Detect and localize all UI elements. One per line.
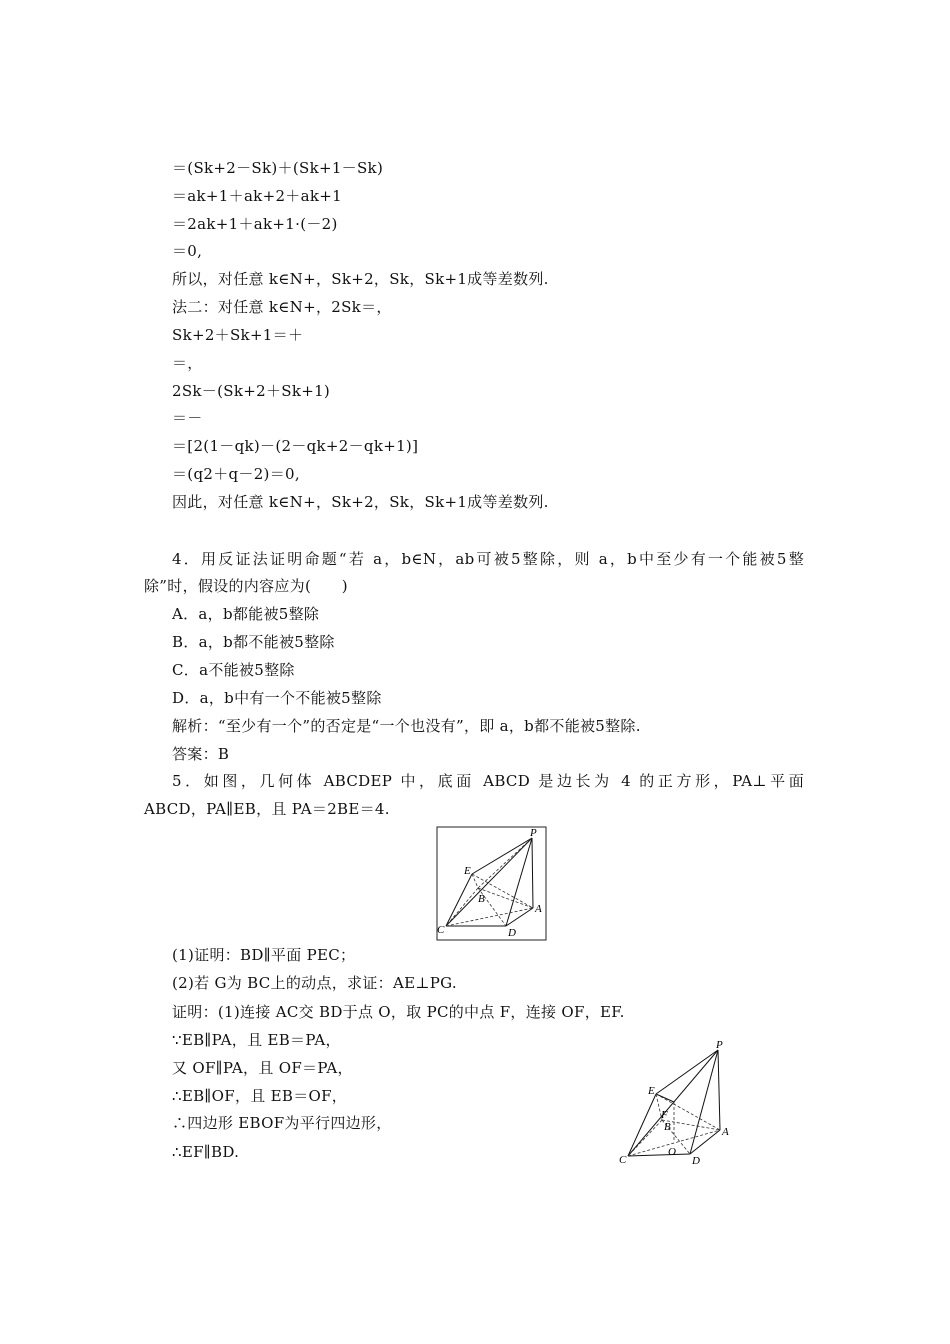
q5-proof-line-5: ∴四边形 EBOF为平行四边形，: [172, 1114, 392, 1132]
solution-line-13: 因此，对任意 k∈N+，Sk+2，Sk，Sk+1成等差数列.: [172, 493, 549, 511]
q4-option-b: B．a，b都不能被5整除: [172, 633, 335, 651]
q4-stem-line-1: 4．用反证法证明命题“若 a，b∈N，ab可被5整除，则 a，b中至少有一个能被5整: [172, 550, 804, 568]
solution-line-3: ＝2ak+1＋ak+1·(－2): [172, 215, 338, 233]
fig1-label-d: D: [508, 927, 516, 939]
q5-stem-line-2: ABCD，PA∥EB，且 PA＝2BE＝4.: [144, 800, 390, 818]
solution-line-10: ＝－: [172, 409, 203, 427]
fig2-label-d: D: [692, 1155, 700, 1167]
solution-line-11: ＝[2(1－qk)－(2－qk+2－qk+1)]: [172, 437, 419, 455]
fig2-label-e: E: [648, 1085, 655, 1097]
q5-part-1: (1)证明：BD∥平面 PEC；: [172, 946, 356, 964]
fig1-label-c: C: [437, 924, 445, 936]
fig2-label-f: F: [661, 1109, 668, 1121]
solution-line-1: ＝(Sk+2－Sk)＋(Sk+1－Sk): [172, 159, 384, 177]
q5-proof-line-1: 证明：(1)连接 AC交 BD于点 O，取 PC的中点 F，连接 OF，EF.: [172, 1003, 625, 1021]
solution-line-6: 法二：对任意 k∈N+，2Sk＝，: [172, 298, 392, 316]
q5-stem-line-1: 5．如图，几何体 ABCDEP 中，底面 ABCD 是边长为 4 的正方形，PA⊥平面: [172, 772, 804, 790]
q5-part-2: (2)若 G为 BC上的动点，求证：AE⊥PG.: [172, 974, 457, 992]
fig2-label-o: O: [668, 1146, 676, 1158]
figure-1-solid: [436, 826, 548, 942]
q4-option-d: D．a，b中有一个不能被5整除: [172, 689, 382, 707]
q4-option-c: C．a不能被5整除: [172, 661, 295, 679]
fig2-label-p: P: [716, 1039, 723, 1051]
fig1-label-p: P: [530, 827, 537, 839]
fig2-label-c: C: [619, 1154, 627, 1166]
q4-answer: 答案：B: [172, 745, 230, 763]
q5-proof-line-6: ∴EF∥BD.: [172, 1143, 240, 1161]
q4-analysis: 解析：“至少有一个”的否定是“一个也没有”，即 a，b都不能被5整除.: [172, 717, 641, 735]
solution-line-12: ＝(q2＋q－2)＝0,: [172, 465, 300, 483]
fig2-label-a: A: [722, 1126, 729, 1138]
solution-line-4: ＝0,: [172, 242, 203, 260]
q4-stem-line-2: 除”时，假设的内容应为( ): [144, 577, 348, 595]
q5-proof-line-3: 又 OF∥PA，且 OF＝PA，: [172, 1059, 353, 1077]
q4-option-a: A．a，b都能被5整除: [172, 605, 320, 623]
figure-2-solid: [616, 1038, 736, 1168]
q5-proof-line-4: ∴EB∥OF，且 EB＝OF，: [172, 1087, 348, 1105]
solution-line-8: ＝，: [172, 354, 203, 372]
fig1-label-b: B: [478, 893, 485, 905]
solution-line-2: ＝ak+1＋ak+2＋ak+1: [172, 187, 342, 205]
q5-proof-line-2: ∵EB∥PA，且 EB＝PA，: [172, 1031, 341, 1049]
fig1-label-e: E: [464, 865, 471, 877]
solution-line-9: 2Sk－(Sk+2＋Sk+1): [172, 382, 331, 400]
fig2-label-b: B: [664, 1121, 671, 1133]
solution-line-7: Sk+2＋Sk+1＝＋: [172, 326, 304, 344]
solution-line-5: 所以，对任意 k∈N+，Sk+2，Sk，Sk+1成等差数列.: [172, 270, 549, 288]
fig1-label-a: A: [535, 903, 542, 915]
